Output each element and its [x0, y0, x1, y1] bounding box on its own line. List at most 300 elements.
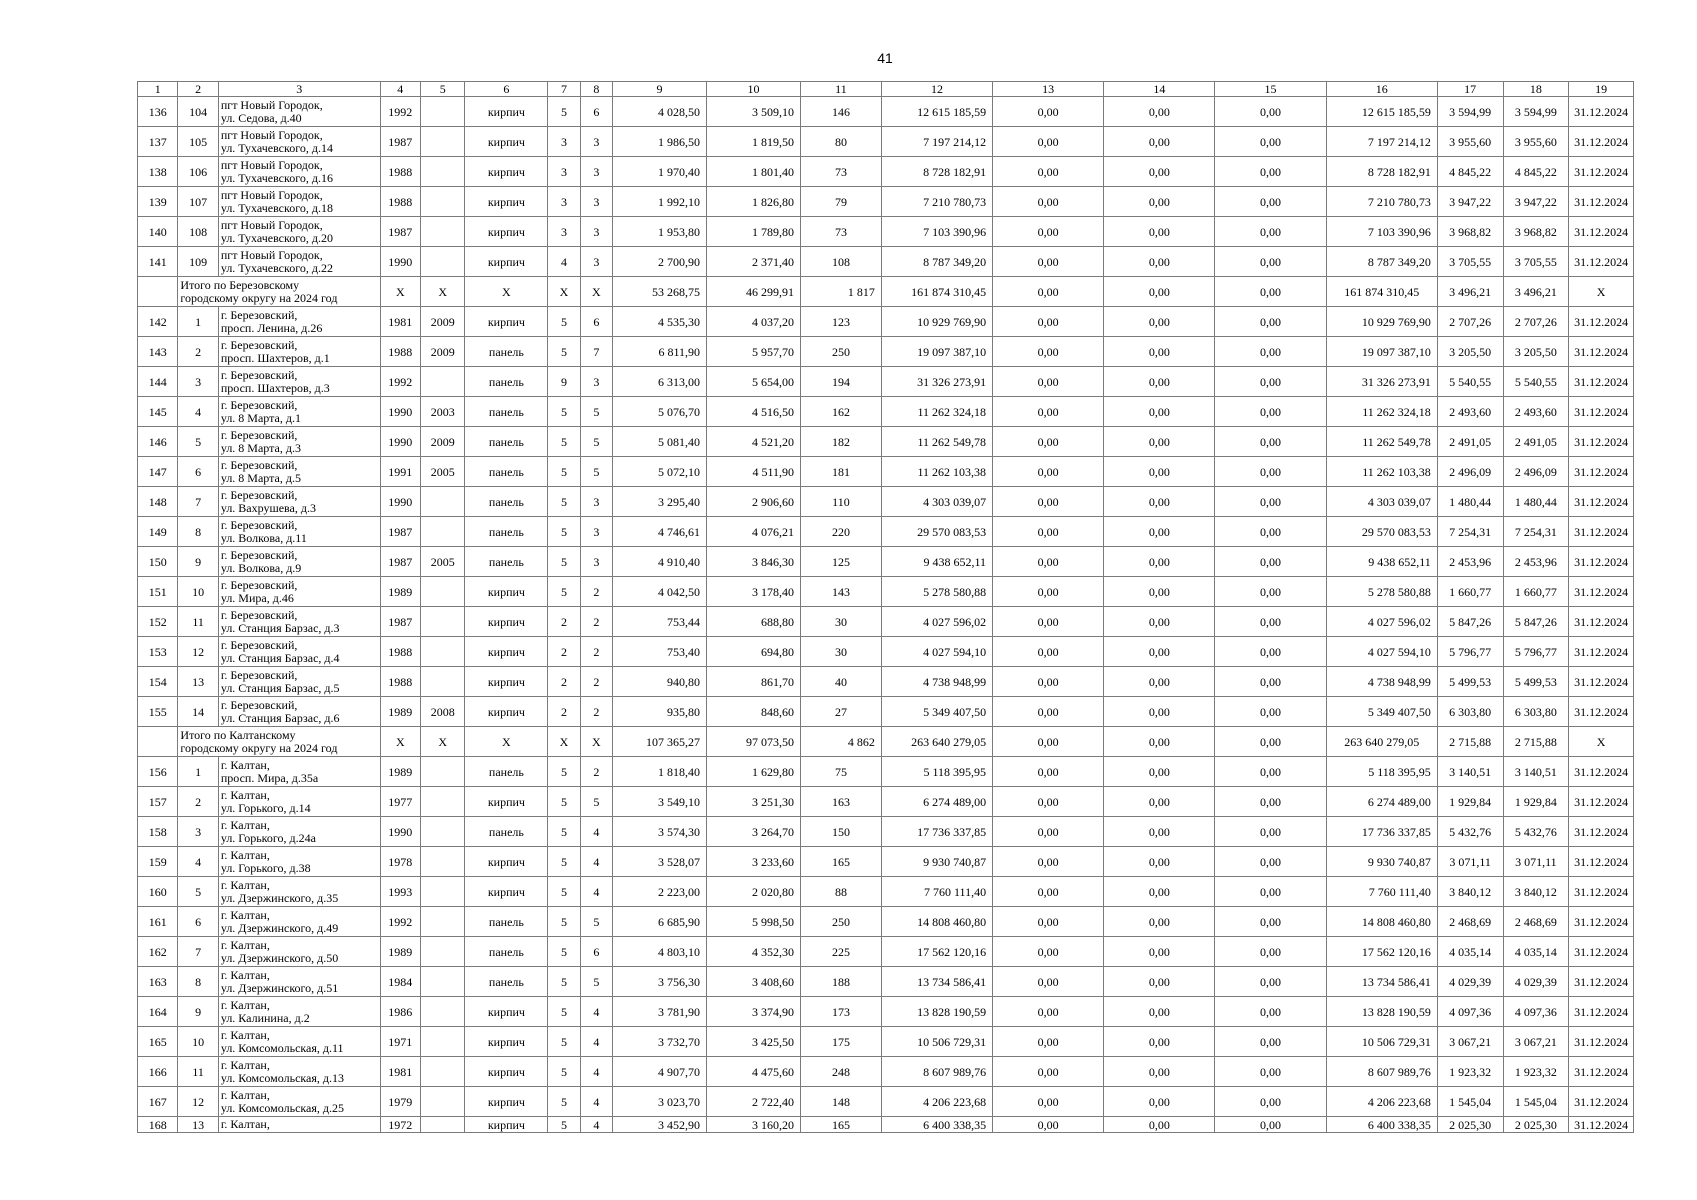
data-cell: 4: [580, 1057, 612, 1087]
data-cell: [420, 637, 464, 667]
data-cell: 139: [138, 187, 178, 217]
data-cell: 2: [548, 637, 580, 667]
data-cell: 4 206 223,68: [1326, 1087, 1437, 1117]
data-cell: 0,00: [1104, 637, 1215, 667]
table-row: [138, 1057, 1634, 1087]
data-cell: 4: [580, 1087, 612, 1117]
data-cell: 168: [138, 1117, 178, 1133]
data-cell: 1 545,04: [1437, 1087, 1503, 1117]
data-cell: 0,00: [1215, 787, 1326, 817]
data-cell: кирпич: [465, 127, 548, 157]
table-row: [138, 217, 1634, 247]
data-cell: 138: [138, 157, 178, 187]
data-cell: кирпич: [465, 1087, 548, 1117]
data-cell: 2009: [420, 337, 464, 367]
data-cell: 11 262 103,38: [1326, 457, 1437, 487]
data-cell: 2009: [420, 307, 464, 337]
data-cell: кирпич: [465, 157, 548, 187]
data-cell: 1 480,44: [1437, 487, 1503, 517]
data-cell: 1 801,40: [707, 157, 801, 187]
data-cell: 143: [138, 337, 178, 367]
data-cell: панель: [465, 487, 548, 517]
data-cell: [420, 907, 464, 937]
data-cell: 5 499,53: [1437, 667, 1503, 697]
data-cell: 5: [548, 397, 580, 427]
data-cell: 694,80: [707, 637, 801, 667]
table-row: [138, 97, 1634, 127]
data-cell: 10 506 729,31: [1326, 1027, 1437, 1057]
data-cell: 4 303 039,07: [1326, 487, 1437, 517]
data-cell: панель: [465, 547, 548, 577]
data-cell: 3 067,21: [1437, 1027, 1503, 1057]
subtotal-cell: 0,00: [993, 727, 1104, 757]
data-cell: 4: [580, 997, 612, 1027]
data-cell: 8 607 989,76: [881, 1057, 992, 1087]
table-row: [138, 247, 1634, 277]
data-cell: 152: [138, 607, 178, 637]
data-cell: 3: [548, 187, 580, 217]
data-cell: 2 491,05: [1437, 427, 1503, 457]
data-cell: 0,00: [993, 307, 1104, 337]
table-row: [138, 127, 1634, 157]
data-cell: 4 029,39: [1503, 967, 1569, 997]
table-row: [138, 757, 1634, 787]
data-cell: 1990: [380, 397, 420, 427]
data-cell: 2 722,40: [707, 1087, 801, 1117]
data-cell: 1979: [380, 1087, 420, 1117]
address-cell: г. Березовский, ул. Станция Барзас, д.6: [218, 697, 380, 727]
data-cell: 2 025,30: [1437, 1117, 1503, 1133]
data-cell: 4 027 596,02: [1326, 607, 1437, 637]
data-cell: 3: [580, 187, 612, 217]
data-cell: 0,00: [993, 1117, 1104, 1133]
data-cell: 1988: [380, 637, 420, 667]
data-cell: 3 840,12: [1437, 877, 1503, 907]
data-cell: панель: [465, 427, 548, 457]
data-cell: 3 295,40: [613, 487, 707, 517]
data-cell: 12: [178, 637, 218, 667]
data-cell: 7 760 111,40: [881, 877, 992, 907]
data-cell: 3: [580, 487, 612, 517]
data-cell: 154: [138, 667, 178, 697]
data-cell: 3 781,90: [613, 997, 707, 1027]
data-cell: 5 278 580,88: [1326, 577, 1437, 607]
address-cell: пгт Новый Городок, ул. Тухачевского, д.20: [218, 217, 380, 247]
subtotal-cell: X: [380, 727, 420, 757]
data-cell: 9: [178, 547, 218, 577]
table-row: [138, 547, 1634, 577]
data-cell: 6 400 338,35: [881, 1117, 992, 1133]
data-cell: 31.12.2024: [1569, 517, 1634, 547]
data-cell: 3 732,70: [613, 1027, 707, 1057]
data-cell: кирпич: [465, 1117, 548, 1133]
address-cell: г. Березовский, просп. Шахтеров, д.1: [218, 337, 380, 367]
data-cell: 3 408,60: [707, 967, 801, 997]
data-cell: 3 023,70: [613, 1087, 707, 1117]
data-cell: панель: [465, 457, 548, 487]
data-cell: 0,00: [1215, 247, 1326, 277]
data-cell: 10 506 729,31: [881, 1027, 992, 1057]
table-row: [138, 157, 1634, 187]
data-cell: 5: [580, 397, 612, 427]
data-cell: 6 685,90: [613, 907, 707, 937]
data-cell: [420, 97, 464, 127]
page-number: 41: [877, 50, 893, 66]
data-cell: 4 035,14: [1437, 937, 1503, 967]
data-cell: 173: [801, 997, 882, 1027]
subtotal-cell: X: [1569, 277, 1634, 307]
data-cell: 6 274 489,00: [881, 787, 992, 817]
table-row: [138, 607, 1634, 637]
data-cell: 4: [580, 847, 612, 877]
data-cell: 0,00: [993, 817, 1104, 847]
address-cell: г. Березовский, ул. 8 Марта, д.1: [218, 397, 380, 427]
subtotal-cell: 263 640 279,05: [881, 727, 992, 757]
data-cell: 108: [801, 247, 882, 277]
data-cell: 6 400 338,35: [1326, 1117, 1437, 1133]
data-cell: 8 728 182,91: [1326, 157, 1437, 187]
data-cell: 0,00: [1104, 607, 1215, 637]
address-cell: г. Березовский, ул. 8 Марта, д.5: [218, 457, 380, 487]
data-cell: 146: [801, 97, 882, 127]
data-cell: 2 493,60: [1503, 397, 1569, 427]
data-cell: 2 025,30: [1503, 1117, 1569, 1133]
data-cell: 31.12.2024: [1569, 547, 1634, 577]
data-cell: 31.12.2024: [1569, 487, 1634, 517]
data-cell: 5 796,77: [1503, 637, 1569, 667]
data-cell: 3 947,22: [1503, 187, 1569, 217]
data-cell: 9: [548, 367, 580, 397]
data-cell: 1971: [380, 1027, 420, 1057]
housing-registry-table: [137, 81, 1634, 1133]
data-cell: 0,00: [993, 577, 1104, 607]
data-cell: 940,80: [613, 667, 707, 697]
column-number-10: 10: [707, 82, 801, 97]
table-row: [138, 187, 1634, 217]
data-cell: 3 071,11: [1437, 847, 1503, 877]
data-cell: кирпич: [465, 577, 548, 607]
data-cell: 88: [801, 877, 882, 907]
data-cell: 9: [178, 997, 218, 1027]
data-cell: 0,00: [993, 757, 1104, 787]
data-cell: 158: [138, 817, 178, 847]
data-cell: 2008: [420, 697, 464, 727]
data-cell: 30: [801, 637, 882, 667]
data-cell: 0,00: [1104, 1027, 1215, 1057]
data-cell: 10: [178, 577, 218, 607]
data-cell: 0,00: [1104, 1087, 1215, 1117]
data-cell: 31.12.2024: [1569, 877, 1634, 907]
data-cell: 0,00: [1104, 217, 1215, 247]
data-cell: 17 562 120,16: [1326, 937, 1437, 967]
data-cell: 4 907,70: [613, 1057, 707, 1087]
data-cell: 109: [178, 247, 218, 277]
data-cell: 3 705,55: [1437, 247, 1503, 277]
data-cell: [420, 187, 464, 217]
data-cell: 7 197 214,12: [881, 127, 992, 157]
data-cell: 4 027 594,10: [1326, 637, 1437, 667]
data-cell: 6 303,80: [1503, 697, 1569, 727]
data-cell: 31.12.2024: [1569, 697, 1634, 727]
data-cell: 1992: [380, 97, 420, 127]
data-cell: 861,70: [707, 667, 801, 697]
data-cell: 2: [178, 337, 218, 367]
table-row: [138, 427, 1634, 457]
data-cell: 5 847,26: [1437, 607, 1503, 637]
data-cell: 0,00: [1215, 1117, 1326, 1133]
table-row: [138, 1117, 1634, 1133]
data-cell: 0,00: [1104, 787, 1215, 817]
table-row: [138, 967, 1634, 997]
data-cell: 0,00: [1215, 907, 1326, 937]
data-cell: 0,00: [1104, 367, 1215, 397]
data-cell: 7 103 390,96: [881, 217, 992, 247]
data-cell: 10 929 769,90: [1326, 307, 1437, 337]
data-cell: 1988: [380, 187, 420, 217]
subtotal-cell: 0,00: [1215, 727, 1326, 757]
subtotal-row: [138, 727, 1634, 757]
data-cell: 4 738 948,99: [1326, 667, 1437, 697]
data-cell: 4 352,30: [707, 937, 801, 967]
data-cell: 3: [580, 127, 612, 157]
data-cell: 2: [580, 757, 612, 787]
data-cell: 0,00: [993, 487, 1104, 517]
data-cell: 31.12.2024: [1569, 577, 1634, 607]
data-cell: 0,00: [993, 217, 1104, 247]
data-cell: 1990: [380, 427, 420, 457]
address-cell: г. Калтан, ул. Дзержинского, д.50: [218, 937, 380, 967]
data-cell: кирпич: [465, 607, 548, 637]
data-cell: 1 953,80: [613, 217, 707, 247]
data-cell: 13 734 586,41: [1326, 967, 1437, 997]
data-cell: 5 076,70: [613, 397, 707, 427]
data-cell: 181: [801, 457, 882, 487]
data-cell: 3: [580, 517, 612, 547]
data-cell: 31.12.2024: [1569, 847, 1634, 877]
data-cell: 31.12.2024: [1569, 337, 1634, 367]
subtotal-cell: 0,00: [1104, 727, 1215, 757]
data-cell: 0,00: [1215, 967, 1326, 997]
data-cell: 4 803,10: [613, 937, 707, 967]
data-cell: 0,00: [1104, 337, 1215, 367]
data-cell: [420, 487, 464, 517]
data-cell: [420, 367, 464, 397]
subtotal-cell: X: [580, 277, 612, 307]
data-cell: 0,00: [1104, 247, 1215, 277]
data-cell: 0,00: [1104, 817, 1215, 847]
data-cell: 142: [138, 307, 178, 337]
data-cell: 2005: [420, 457, 464, 487]
subtotal-cell: X: [380, 277, 420, 307]
data-cell: 0,00: [1104, 157, 1215, 187]
data-cell: 2 468,69: [1437, 907, 1503, 937]
data-cell: 167: [138, 1087, 178, 1117]
data-cell: 13: [178, 1117, 218, 1133]
data-cell: 3 528,07: [613, 847, 707, 877]
data-cell: 0,00: [993, 337, 1104, 367]
data-cell: кирпич: [465, 307, 548, 337]
subtotal-cell: 0,00: [1104, 277, 1215, 307]
data-cell: 31.12.2024: [1569, 157, 1634, 187]
data-cell: 0,00: [1215, 997, 1326, 1027]
data-cell: 2: [548, 697, 580, 727]
data-cell: кирпич: [465, 787, 548, 817]
data-cell: 73: [801, 217, 882, 247]
table-row: [138, 337, 1634, 367]
data-cell: 8 728 182,91: [881, 157, 992, 187]
data-cell: 31.12.2024: [1569, 967, 1634, 997]
data-cell: 3 264,70: [707, 817, 801, 847]
data-cell: 7 210 780,73: [1326, 187, 1437, 217]
data-cell: панель: [465, 367, 548, 397]
data-cell: 161: [138, 907, 178, 937]
data-cell: 2: [548, 667, 580, 697]
data-cell: 125: [801, 547, 882, 577]
data-cell: 0,00: [1104, 937, 1215, 967]
data-cell: 1 629,80: [707, 757, 801, 787]
data-cell: 4 035,14: [1503, 937, 1569, 967]
data-cell: 1978: [380, 847, 420, 877]
data-cell: 3 071,11: [1503, 847, 1569, 877]
data-cell: 0,00: [1215, 937, 1326, 967]
address-cell: пгт Новый Городок, ул. Седова, д.40: [218, 97, 380, 127]
data-cell: 1 992,10: [613, 187, 707, 217]
data-cell: панель: [465, 817, 548, 847]
address-cell: пгт Новый Городок, ул. Тухачевского, д.18: [218, 187, 380, 217]
data-cell: 12 615 185,59: [881, 97, 992, 127]
data-cell: [420, 667, 464, 697]
data-cell: 5: [548, 847, 580, 877]
data-cell: 0,00: [1215, 697, 1326, 727]
subtotal-cell: 0,00: [1215, 277, 1326, 307]
data-cell: кирпич: [465, 667, 548, 697]
data-cell: 4 037,20: [707, 307, 801, 337]
data-cell: 1977: [380, 787, 420, 817]
data-cell: 79: [801, 187, 882, 217]
data-cell: 0,00: [993, 847, 1104, 877]
data-cell: 5: [548, 877, 580, 907]
data-cell: 1990: [380, 247, 420, 277]
data-cell: 5: [548, 757, 580, 787]
data-cell: 165: [801, 847, 882, 877]
data-cell: 0,00: [1215, 187, 1326, 217]
table-row: [138, 577, 1634, 607]
data-cell: панель: [465, 937, 548, 967]
data-cell: 4 535,30: [613, 307, 707, 337]
data-cell: 2 453,96: [1437, 547, 1503, 577]
data-cell: 0,00: [1104, 187, 1215, 217]
table-row: [138, 877, 1634, 907]
data-cell: 3 840,12: [1503, 877, 1569, 907]
data-cell: 1992: [380, 907, 420, 937]
data-cell: 5 957,70: [707, 337, 801, 367]
data-cell: 1 660,77: [1437, 577, 1503, 607]
data-cell: 7 254,31: [1437, 517, 1503, 547]
address-cell: г. Березовский, просп. Шахтеров, д.3: [218, 367, 380, 397]
data-cell: [420, 247, 464, 277]
data-cell: 0,00: [1215, 1087, 1326, 1117]
data-cell: 3 594,99: [1503, 97, 1569, 127]
data-cell: 3 140,51: [1503, 757, 1569, 787]
data-cell: 107: [178, 187, 218, 217]
data-cell: 0,00: [993, 517, 1104, 547]
data-cell: 0,00: [1104, 877, 1215, 907]
data-cell: 5: [548, 517, 580, 547]
data-cell: 0,00: [993, 787, 1104, 817]
data-cell: 1 929,84: [1503, 787, 1569, 817]
data-cell: 7: [178, 487, 218, 517]
data-cell: 1989: [380, 577, 420, 607]
data-cell: 4 097,36: [1503, 997, 1569, 1027]
data-cell: 0,00: [1104, 427, 1215, 457]
data-cell: [420, 607, 464, 637]
data-cell: кирпич: [465, 1057, 548, 1087]
data-cell: 3 140,51: [1437, 757, 1503, 787]
data-cell: 17 562 120,16: [881, 937, 992, 967]
data-cell: 14 808 460,80: [881, 907, 992, 937]
data-cell: 31.12.2024: [1569, 637, 1634, 667]
column-number-6: 6: [465, 82, 548, 97]
data-cell: 3 509,10: [707, 97, 801, 127]
data-cell: 123: [801, 307, 882, 337]
data-cell: 3 594,99: [1437, 97, 1503, 127]
data-cell: 31.12.2024: [1569, 367, 1634, 397]
address-cell: г. Калтан, ул. Дзержинского, д.35: [218, 877, 380, 907]
data-cell: 8: [178, 967, 218, 997]
data-cell: 5: [548, 97, 580, 127]
data-cell: 0,00: [1104, 517, 1215, 547]
data-cell: 105: [178, 127, 218, 157]
data-cell: 5 118 395,95: [881, 757, 992, 787]
data-cell: 2 700,90: [613, 247, 707, 277]
data-cell: 3 233,60: [707, 847, 801, 877]
data-cell: 10 929 769,90: [881, 307, 992, 337]
data-cell: 5: [548, 547, 580, 577]
data-cell: 146: [138, 427, 178, 457]
table-row: [138, 1027, 1634, 1057]
column-number-2: 2: [178, 82, 218, 97]
data-cell: 1987: [380, 547, 420, 577]
data-cell: 1 545,04: [1503, 1087, 1569, 1117]
data-cell: 0,00: [993, 937, 1104, 967]
data-cell: [420, 577, 464, 607]
subtotal-cell: 46 299,91: [707, 277, 801, 307]
data-cell: 163: [801, 787, 882, 817]
data-cell: 5 432,76: [1437, 817, 1503, 847]
data-cell: 2 453,96: [1503, 547, 1569, 577]
data-cell: 2: [580, 667, 612, 697]
data-cell: 13 734 586,41: [881, 967, 992, 997]
data-cell: 31.12.2024: [1569, 937, 1634, 967]
data-cell: 11 262 549,78: [1326, 427, 1437, 457]
data-cell: кирпич: [465, 877, 548, 907]
data-cell: 220: [801, 517, 882, 547]
data-cell: 31.12.2024: [1569, 1087, 1634, 1117]
data-cell: 1989: [380, 697, 420, 727]
data-cell: 2 496,09: [1503, 457, 1569, 487]
data-cell: 0,00: [993, 907, 1104, 937]
data-cell: панель: [465, 337, 548, 367]
data-cell: 0,00: [1104, 697, 1215, 727]
data-cell: 0,00: [993, 157, 1104, 187]
data-cell: 5: [178, 427, 218, 457]
data-cell: 0,00: [1215, 337, 1326, 367]
data-cell: 31.12.2024: [1569, 127, 1634, 157]
data-cell: 0,00: [993, 697, 1104, 727]
data-cell: 4 738 948,99: [881, 667, 992, 697]
data-cell: 1 480,44: [1503, 487, 1569, 517]
data-cell: 149: [138, 517, 178, 547]
